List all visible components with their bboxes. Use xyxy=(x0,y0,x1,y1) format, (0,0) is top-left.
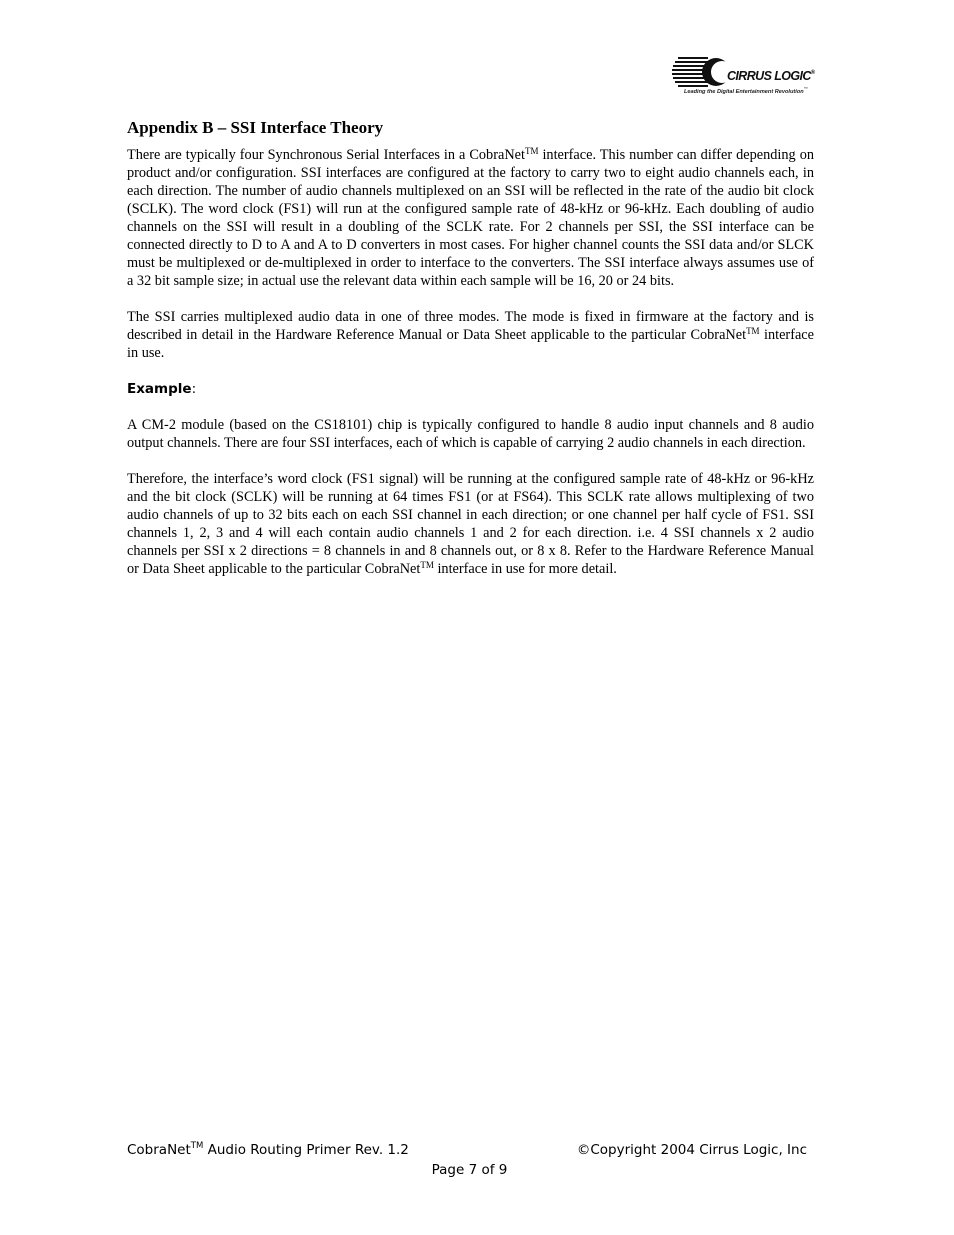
p4-trademark: TM xyxy=(420,560,434,570)
cirrus-logo-mark-icon xyxy=(672,56,730,88)
paragraph-therefore xyxy=(127,470,814,578)
footer-doc-rev: Audio Routing Primer Rev. 1.2 xyxy=(203,1142,409,1158)
logo-text: CIRRUS LOGIC xyxy=(727,69,811,83)
p1-trademark: TM xyxy=(524,146,539,156)
p2-text-b: interface in use. xyxy=(127,327,814,361)
p2-trademark: TM xyxy=(746,326,760,336)
tagline-tm: ™ xyxy=(803,86,808,91)
tagline-text: Leading the Digital Entertainment Revolution xyxy=(684,89,804,95)
p2-text-a: The SSI carries multiplexed audio data in one of three modes. The mode is fixed in firmware at the factory and is described in detail in the Hardware Reference Manual or Data Sheet applicable to the particular CobraNet xyxy=(127,309,814,343)
cirrus-logic-logo xyxy=(672,54,822,100)
main-content xyxy=(127,117,814,596)
example-colon: : xyxy=(191,381,197,397)
p4-text-a: Therefore, the interface’s word clock (FS1 signal) will be running at the configured sample rate of 48-kHz or 96-kHz and the bit clock (SCLK) will be running at 64 times FS1 (or at FS64). This SCLK rate allows multiplexing of two audio channels of up to 32 bits each on each SSI channel in each direction; or one channel per half cycle of FS1. SSI channels 1, 2, 3 and 4 will each contain audio channels 1 and 2 for each direction. i.e. 4 SSI channels x 2 audio channels per SSI x 2 directions = 8 channels in and 8 channels out, or 8 x 8. Refer to the Hardware Reference Manual or Data Sheet applicable to the particular CobraNet xyxy=(127,471,814,577)
example-heading xyxy=(127,380,814,398)
footer-document-title xyxy=(127,1141,409,1159)
footer-copyright: ©Copyright 2004 Cirrus Logic, Inc xyxy=(576,1142,807,1158)
example-label: Example xyxy=(127,381,192,397)
logo-wordmark xyxy=(727,69,815,83)
paragraph-example: A CM-2 module (based on the CS18101) chip is typically configured to handle 8 audio input channels and 8 audio output channels. There are four SSI interfaces, each of which is capable of carrying 2 audio channels in each direction. xyxy=(127,417,814,451)
footer-trademark: TM xyxy=(190,1141,204,1151)
footer-doc-name: CobraNet xyxy=(127,1142,191,1158)
p4-text-b: interface in use for more detail. xyxy=(433,561,617,577)
p1-text-a: There are typically four Synchronous Serial Interfaces in a CobraNet xyxy=(127,147,525,163)
logo-registered: ® xyxy=(810,70,815,76)
paragraph-intro xyxy=(127,146,814,290)
section-title: Appendix B – SSI Interface Theory xyxy=(127,118,384,137)
footer-page-number: Page 7 of 9 xyxy=(431,1162,508,1178)
p1-text-b: interface. This number can differ depending on product and/or configuration. SSI interfaces are configured at the factory to carry two to eight audio channels each, in each direction. The number of audio channels multiplexed on an SSI will be reflected in the rate of the audio bit clock (SCLK). The word clock (FS1) will run at the configured sample rate of 48-kHz or 96-kHz. Each doubling of audio channels on the SSI will result in a doubling of the SCLK rate. For 2 channels per SSI, the SSI interface can be connected directly to D to A and A to D converters in most cases. For higher channel counts the SSI data and/or SLCK must be multiplexed or de-multiplexed in order to interface to the converters. The SSI interface always assumes use of a 32 bit sample size; in actual use the relevant data within each sample will be 16, 20 or 24 bits. xyxy=(127,147,814,289)
paragraph-modes xyxy=(127,308,814,362)
logo-tagline xyxy=(684,86,808,95)
